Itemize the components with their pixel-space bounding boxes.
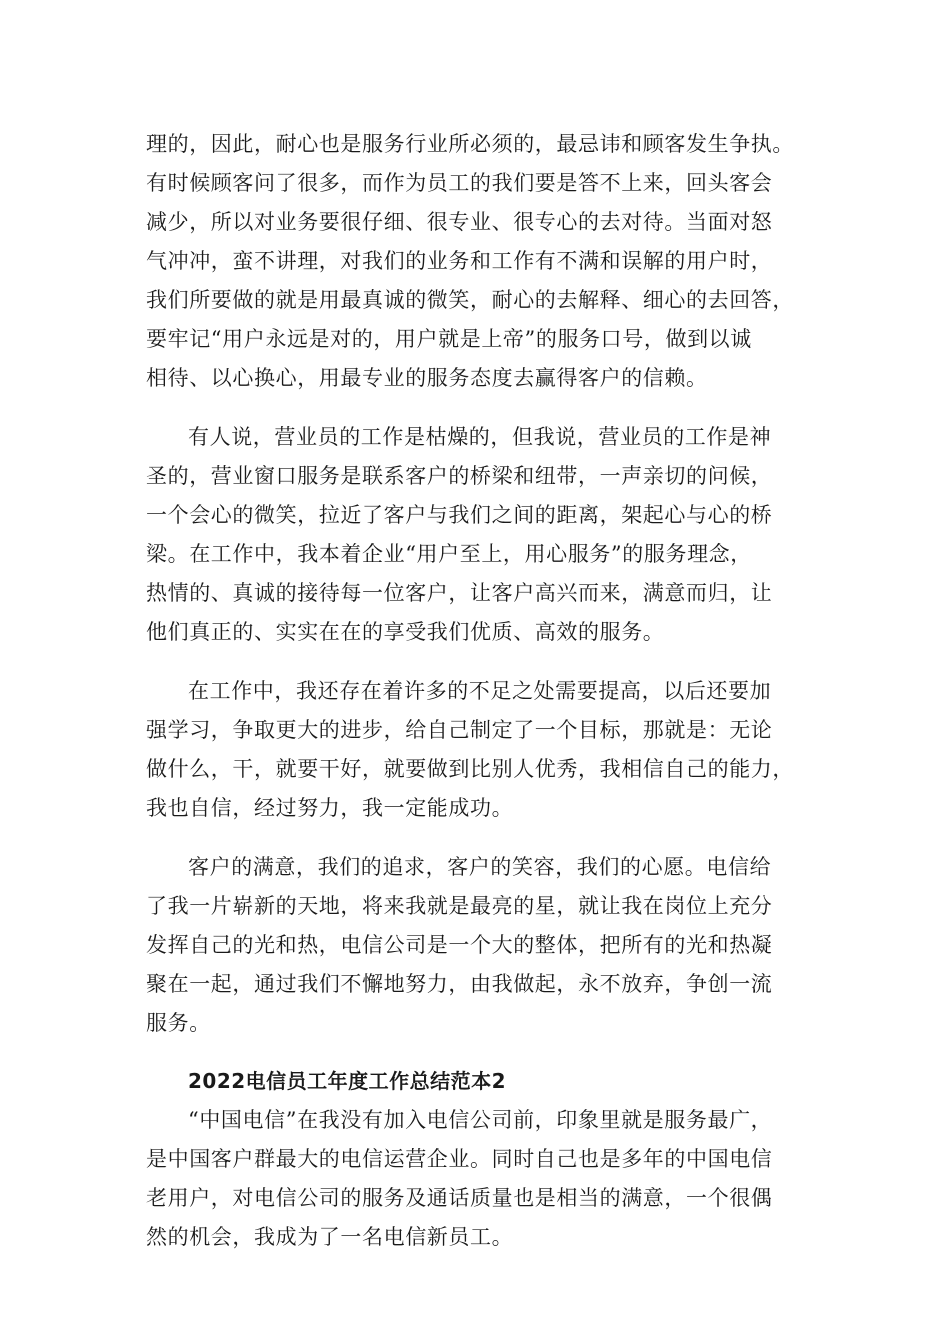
paragraph-line: 强学习，争取更大的进步，给自己制定了一个目标，那就是：无论 [146,718,773,742]
paragraph-line: 发挥自己的光和热，电信公司是一个大的整体，把所有的光和热凝 [146,933,773,957]
paragraph-line: 圣的，营业窗口服务是联系客户的桥梁和纽带，一声亲切的问候， [146,464,773,488]
paragraph-line: 气冲冲，蛮不讲理，对我们的业务和工作有不满和误解的用户时， [146,249,773,273]
paragraph-line: 服务。 [146,1011,211,1035]
paragraph-line: 要牢记“用户永远是对的，用户就是上帝”的服务口号，做到以诚 [146,327,752,351]
paragraph-line: 聚在一起，通过我们不懈地努力，由我做起，永不放弃，争创一流 [146,972,773,996]
paragraph-line: 客户的满意，我们的追求，客户的笑容，我们的心愿。电信给 [188,855,772,879]
paragraph-line: 相待、以心换心，用最专业的服务态度去赢得客户的信赖。 [146,366,708,390]
paragraph-line: 做什么，干，就要干好，就要做到比别人优秀，我相信自己的能力， [146,757,794,781]
paragraph-line: 在工作中，我还存在着许多的不足之处需要提高，以后还要加 [188,679,772,703]
paragraph-line: 有时候顾客问了很多，而作为员工的我们要是答不上来，回头客会 [146,171,773,195]
paragraph-line: 是中国客户群最大的电信运营企业。同时自己也是多年的中国电信 [146,1147,773,1171]
section-heading: 2022电信员工年度工作总结范本2 [188,1069,507,1093]
paragraph-line: 他们真正的、实实在在的享受我们优质、高效的服务。 [146,620,665,644]
paragraph-line: 梁。在工作中，我本着企业“用户至上，用心服务”的服务理念， [146,542,752,566]
paragraph-line: 我也自信，经过努力，我一定能成功。 [146,796,514,820]
paragraph-line: 理的，因此，耐心也是服务行业所必须的，最忌讳和顾客发生争执。 [146,132,794,156]
paragraph-line: 一个会心的微笑，拉近了客户与我们之间的距离，架起心与心的桥 [146,503,773,527]
paragraph-line: 然的机会，我成为了一名电信新员工。 [146,1225,514,1249]
paragraph-line: 减少，所以对业务要很仔细、很专业、很专心的去对待。当面对怒 [146,210,773,234]
paragraph-line: 我们所要做的就是用最真诚的微笑，耐心的去解释、细心的去回答， [146,288,794,312]
paragraph-line: 有人说，营业员的工作是枯燥的，但我说，营业员的工作是神 [188,425,772,449]
paragraph-line: “中国电信”在我没有加入电信公司前，印象里就是服务最广， [188,1108,773,1132]
paragraph-line: 热情的、真诚的接待每一位客户，让客户高兴而来，满意而归，让 [146,581,773,605]
paragraph-line: 老用户，对电信公司的服务及通话质量也是相当的满意，一个很偶 [146,1186,773,1210]
paragraph-line: 了我一片崭新的天地，将来我就是最亮的星，就让我在岗位上充分 [146,894,773,918]
